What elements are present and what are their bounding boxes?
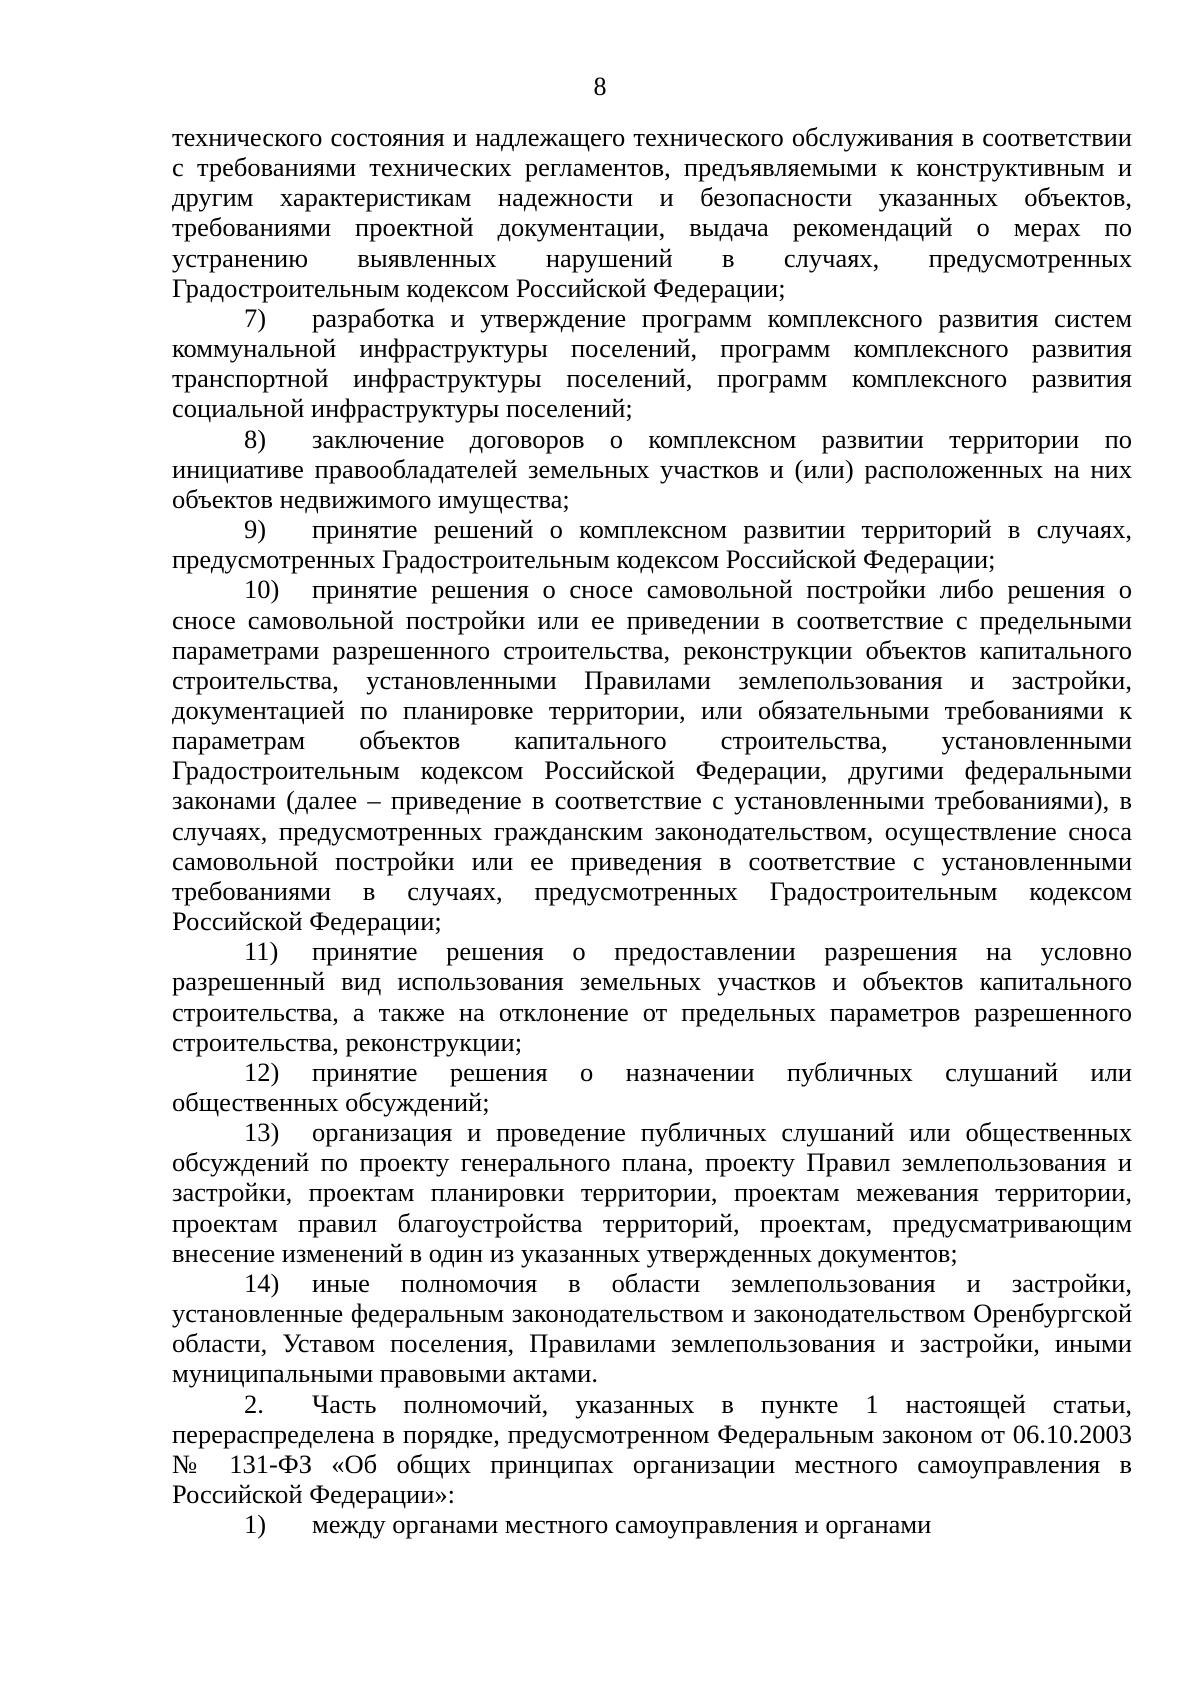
item-number: 8) [244,423,267,454]
list-item [172,1057,1132,1117]
list-item [172,574,1132,936]
item-text: принятие решения о сносе самовольной постройки либо решения о сносе самовольной постройки или ее приведении в соответствие с предельными параметрами разрешенного строительства, реконструкции объектов капитального строительства, установленными Правилами землепользования и застройки, документацией по планировке территории, или обязательными требованиями к параметрам объектов капитального строительства, установленными Градостроительным кодексом Российской Федерации, другими федеральными законами (далее – приведение в соответствие с установленными требованиями), в случаях, предусмотренных гражданским законодательством, осуществление сноса самовольной постройки или ее приведения в соответствие с установленными требованиями в случаях, предусмотренных Градостроительным кодексом Российской Федерации; [172,574,1132,937]
list-item [172,1268,1132,1389]
item-number: 10) [244,574,280,605]
page-number: 8 [593,72,607,101]
item-text: организация и проведение публичных слушаний или общественных обсуждений по проекту генерального плана, проекту Правил землепользования и застройки, проектам планировки территории, проектам межевания территории, проектам правил благоустройства территорий, проектам, предусматривающим внесение изменений в один из указанных утвержденных документов; [172,1117,1132,1268]
item-number: 12) [244,1056,280,1087]
list-item [172,1117,1132,1268]
list-item [172,1509,1132,1539]
list-item [172,303,1132,424]
list-item [172,424,1132,514]
section-item [172,1389,1132,1510]
item-number: 2. [244,1388,264,1419]
item-number: 11) [244,936,279,967]
item-text: принятие решений о комплексном развитии территорий в случаях, предусмотренных Градостроительным кодексом Российской Федерации; [172,514,1132,575]
item-text: разработка и утверждение программ комплексного развития систем коммунальной инфраструктуры поселений, программ комплексного развития транспортной инфраструктуры поселений, программ комплексного развития социальной инфраструктуры поселений; [172,302,1132,424]
item-text: между органами местного самоуправления и органами [312,1509,932,1540]
item-text: принятие решения о назначении публичных слушаний или общественных обсуждений; [172,1056,1132,1117]
paragraph-continuation [172,122,1132,303]
item-number: 13) [244,1117,280,1148]
item-text: заключение договоров о комплексном развитии территории по инициативе правообладателей земельных участков и (или) расположенных на них объектов недвижимого имущества; [172,423,1132,514]
document-body [172,122,1132,1539]
item-number: 7) [244,302,267,333]
list-item [172,936,1132,1057]
item-number: 1) [244,1509,267,1540]
list-item [172,514,1132,574]
item-number: 9) [244,514,267,545]
item-text: принятие решения о предоставлении разрешения на условно разрешенный вид использования земельных участков и объектов капитального строительства, а также на отклонение от предельных параметров разрешенного строительства, реконструкции; [172,936,1132,1057]
item-text: Часть полномочий, указанных в пункте 1 настоящей статьи, перераспределена в порядке, предусмотренном Федеральным законом от 06.10.2003 № 131-ФЗ «Об общих принципах организации местного самоуправления в Российской Федерации»: [172,1388,1132,1510]
item-text: иные полномочия в области землепользования и застройки, установленные федеральным законодательством и законодательством Оренбургской области, Уставом поселения, Правилами землепользования и застройки, иными муниципальными правовыми актами. [172,1267,1132,1389]
item-number: 14) [244,1267,280,1298]
paragraph-text: технического состояния и надлежащего технического обслуживания в соответствии с требованиями технических регламентов, предъявляемыми к конструктивным и другим характеристикам надежности и безопасности указанных объектов, требованиями проектной документации, выдача рекомендаций о мерах по устранению выявленных нарушений в случаях, предусмотренных Градостроительным кодексом Российской Федерации; [172,122,1132,303]
